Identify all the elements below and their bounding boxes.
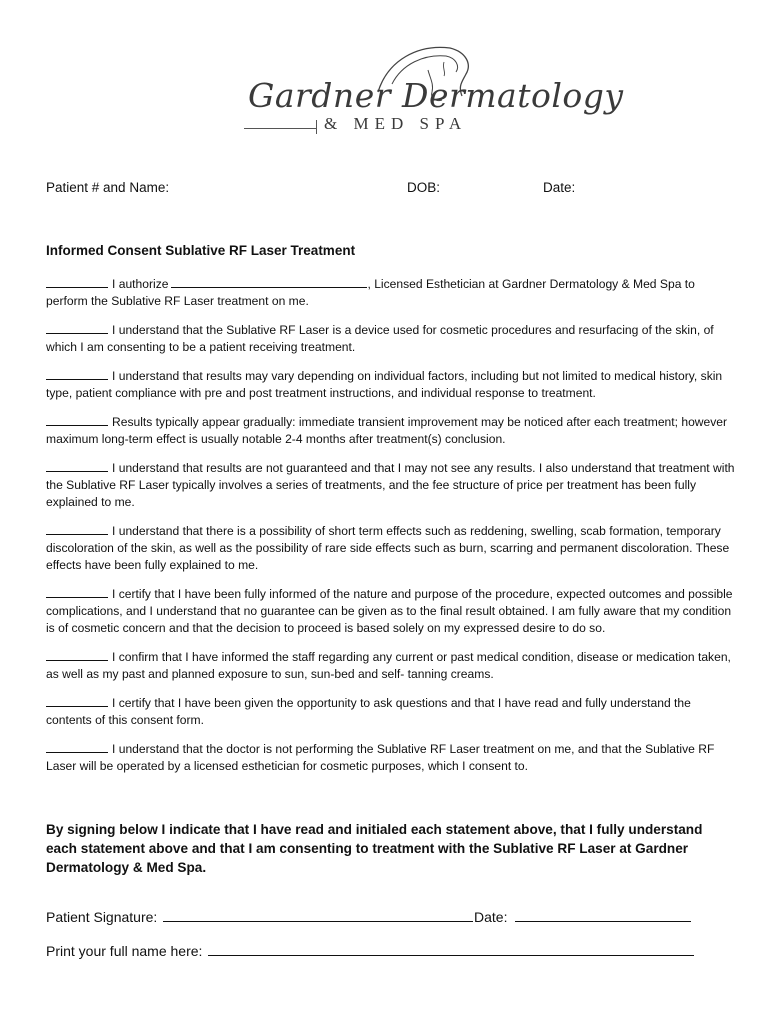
consent-statements <box>46 276 736 787</box>
signature-date-field[interactable] <box>515 909 691 922</box>
form-title: Informed Consent Sublative RF Laser Treatment <box>46 243 356 258</box>
statement <box>46 695 736 729</box>
signature-date-row <box>474 909 691 925</box>
print-name-row <box>46 943 694 959</box>
logo-divider <box>316 120 317 134</box>
statement-text: I certify that I have been given the opportunity to ask questions and that I have read and fully understand the contents of this consent form. <box>46 696 691 727</box>
initials-field[interactable] <box>46 523 108 535</box>
initials-field[interactable] <box>46 414 108 426</box>
date-label: Date: <box>543 180 576 195</box>
statement <box>46 649 736 683</box>
statement-text: I understand that the Sublative RF Laser is a device used for cosmetic procedures and resurfacing of the skin, of which I am consenting to be a patient receiving treatment. <box>46 323 714 354</box>
statement-text: I authorize <box>112 277 169 291</box>
patient-signature-label: Patient Signature: <box>46 909 158 925</box>
statement-text: Results typically appear gradually: immediate transient improvement may be noticed after each treatment; however maximum long-term effect is usually notable 2-4 months after treatment(s) conclusion. <box>46 415 728 446</box>
statement-text: I understand that results may vary depending on individual factors, including but not limited to medical history, skin type, patient compliance with pre and post treatment instructions, and individual response to treatment. <box>46 369 723 400</box>
dob-label: DOB: <box>407 180 441 195</box>
initials-field[interactable] <box>46 322 108 334</box>
statement-text: I understand that results are not guaranteed and that I may not see any results. I also understand that treatment with the Sublative RF Laser typically involves a series of treatments, and the fee structure of price per treatment has been fully explained to me. <box>46 461 735 509</box>
signature-row <box>46 909 473 925</box>
initials-field[interactable] <box>46 695 108 707</box>
statement <box>46 414 736 448</box>
statement-text: , Licensed Esthetician at Gardner Dermatology & Med Spa to perform the Sublative RF Laser treatment on me. <box>46 277 695 308</box>
patient-signature-field[interactable] <box>163 909 473 922</box>
initials-field[interactable] <box>46 649 108 661</box>
initials-field[interactable] <box>46 276 108 288</box>
statement <box>46 322 736 356</box>
print-name-field[interactable] <box>208 943 694 956</box>
statement-text: I understand that there is a possibility of short term effects such as reddening, swelling, scab formation, temporary discoloration of the skin, as well as the possibility of rare side effects such as burn, scarring and permanent discoloration. These effects have been fully explained to me. <box>46 524 730 572</box>
logo-name: Gardner Dermatology <box>248 76 624 115</box>
statement-text: I certify that I have been fully informed of the nature and purpose of the procedure, expected outcomes and possible complications, and I understand that no guarantee can be given as to the final result obtained. I am fully aware that my condition is of cosmetic concern and that the decision to proceed is based solely on my expressed desire to do so. <box>46 587 733 635</box>
affirmation-text: By signing below I indicate that I have read and initialed each statement above, that I fully understand each statement above and that I am consenting to treatment with the Sublative RF Laser at Gardner Dermatology & Med Spa. <box>46 822 703 875</box>
statement-text: I confirm that I have informed the staff regarding any current or past medical condition, disease or medication taken, as well as my past and planned exposure to sun, sun-bed and self- tanning creams. <box>46 650 731 681</box>
patient-name-label: Patient # and Name: <box>46 180 170 195</box>
statement-text: I understand that the doctor is not performing the Sublative RF Laser treatment on me, and that the Sublative RF Laser will be operated by a licensed esthetician for cosmetic purposes, which I consent to. <box>46 742 715 773</box>
logo-rule <box>244 128 316 129</box>
esthetician-name-field[interactable] <box>171 276 367 288</box>
statement <box>46 276 736 310</box>
clinic-logo <box>240 40 624 140</box>
initials-field[interactable] <box>46 741 108 753</box>
statement <box>46 741 736 775</box>
logo-subtitle: & MED SPA <box>324 114 468 133</box>
initials-field[interactable] <box>46 368 108 380</box>
initials-field[interactable] <box>46 586 108 598</box>
signature-date-label: Date: <box>474 909 508 925</box>
print-name-label: Print your full name here: <box>46 943 203 959</box>
statement <box>46 586 736 637</box>
statement <box>46 460 736 511</box>
initials-field[interactable] <box>46 460 108 472</box>
statement <box>46 523 736 574</box>
statement <box>46 368 736 402</box>
